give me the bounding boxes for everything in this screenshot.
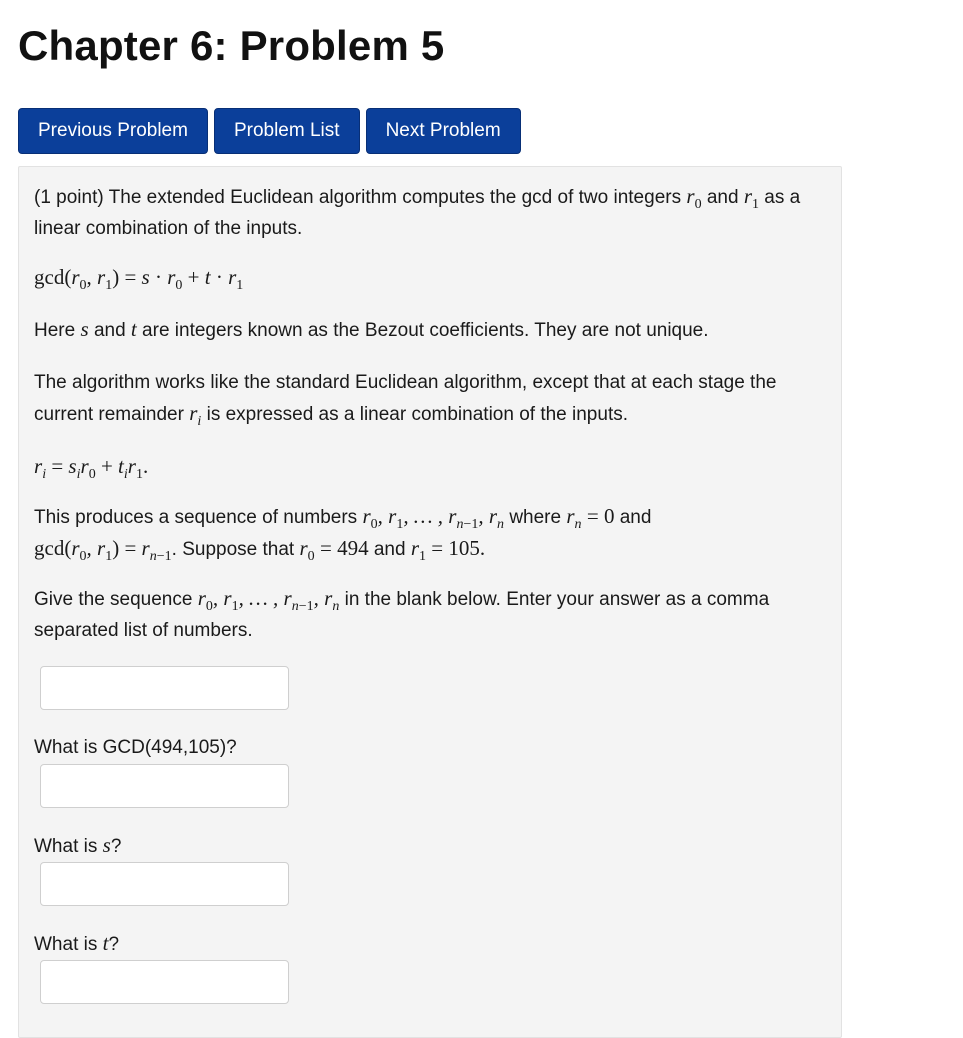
algo-text-b: is expressed as a linear combination of the inputs. — [206, 404, 628, 425]
sequence-answer-input[interactable] — [40, 666, 289, 710]
gcd-answer-input[interactable] — [40, 764, 289, 808]
give-text-a: Give the sequence — [34, 589, 193, 610]
gcd-question-label: What is GCD(494,105)? — [34, 737, 237, 758]
r1-value: 105 — [448, 536, 480, 560]
problem-navigation — [18, 108, 521, 154]
t-label-qmark: ? — [108, 934, 120, 955]
intro-and: and — [706, 187, 739, 208]
t-question-label: What is t? — [34, 931, 120, 955]
seq-text-b: where — [509, 507, 562, 528]
r0-value: 494 — [337, 536, 369, 560]
bezout-paragraph: Here s and t are integers known as the Bezout coefficients. They are not unique. — [34, 317, 709, 341]
instruction-paragraph: Give the sequence $r_0$, $r_1$, … , $r_{n-1}$, $r_n$ in the blank below. Enter your answer as a comma separated list of numbers. — [34, 586, 770, 641]
problem-list-button[interactable]: Problem List — [214, 108, 360, 154]
seq-text-a: This produces a sequence of numbers — [34, 507, 358, 528]
algorithm-paragraph: The algorithm works like the standard Euclidean algorithm, except that at each stage the current remainder $r_i$ is expressed as a linear combination of the inputs. — [34, 372, 777, 430]
intro-text: The extended Euclidean algorithm computes the gcd of two integers — [108, 187, 682, 208]
previous-problem-button[interactable]: Previous Problem — [18, 108, 208, 154]
seq-text-c: and — [619, 507, 652, 528]
remainder-equation: $r_i = s_ir_0 + t_ir_1$. — [34, 454, 149, 483]
bezout-text-a: Here — [34, 320, 76, 341]
give-text-b: in the blank below. Enter your answer as a comma separated list of numbers. — [34, 589, 770, 641]
algo-text-a: The algorithm works like the standard Euclidean algorithm, except that at each stage the current remainder — [34, 372, 777, 425]
seq-text-d: . Suppose that — [171, 539, 295, 560]
sequence-paragraph: This produces a sequence of numbers $r_0$, $r_1$, … , $r_{n-1}$, $r_n$ where $r_n = 0$ and $\gcd(r_0$, $r_1) = r_{n-1}$. Suppose that $r_0 = 494$ and $r_1 = 105$. — [34, 504, 652, 565]
gcd-equation: $\gcd(r_0$, $r_1) = s \cdot r_0 + t \cdot r_1$ — [34, 265, 244, 294]
next-problem-button[interactable]: Next Problem — [366, 108, 521, 154]
points-label: (1 point) — [34, 187, 104, 208]
t-answer-input[interactable] — [40, 960, 289, 1004]
bezout-text-b: and — [93, 320, 126, 341]
intro-text-end: as a linear combination of the inputs. — [34, 187, 801, 239]
s-label-text: What is — [34, 836, 98, 857]
s-label-qmark: ? — [110, 836, 122, 857]
seq-text-e: and — [373, 539, 406, 560]
s-question-label: What is s? — [34, 833, 122, 857]
t-label-text: What is — [34, 934, 98, 955]
s-answer-input[interactable] — [40, 862, 289, 906]
page-title: Chapter 6: Problem 5 — [18, 22, 445, 69]
gcd-fn: gcd — [34, 265, 65, 289]
bezout-text-c: are integers known as the Bezout coefficients. They are not unique. — [142, 320, 709, 341]
gcd-fn-2: gcd — [34, 536, 65, 560]
problem-intro: (1 point) The extended Euclidean algorithm computes the gcd of two integers $r_0$ and $r_1$ as a linear combination of the inputs. — [34, 184, 801, 239]
problem-body — [18, 166, 842, 1038]
rn-value: 0 — [603, 504, 615, 528]
